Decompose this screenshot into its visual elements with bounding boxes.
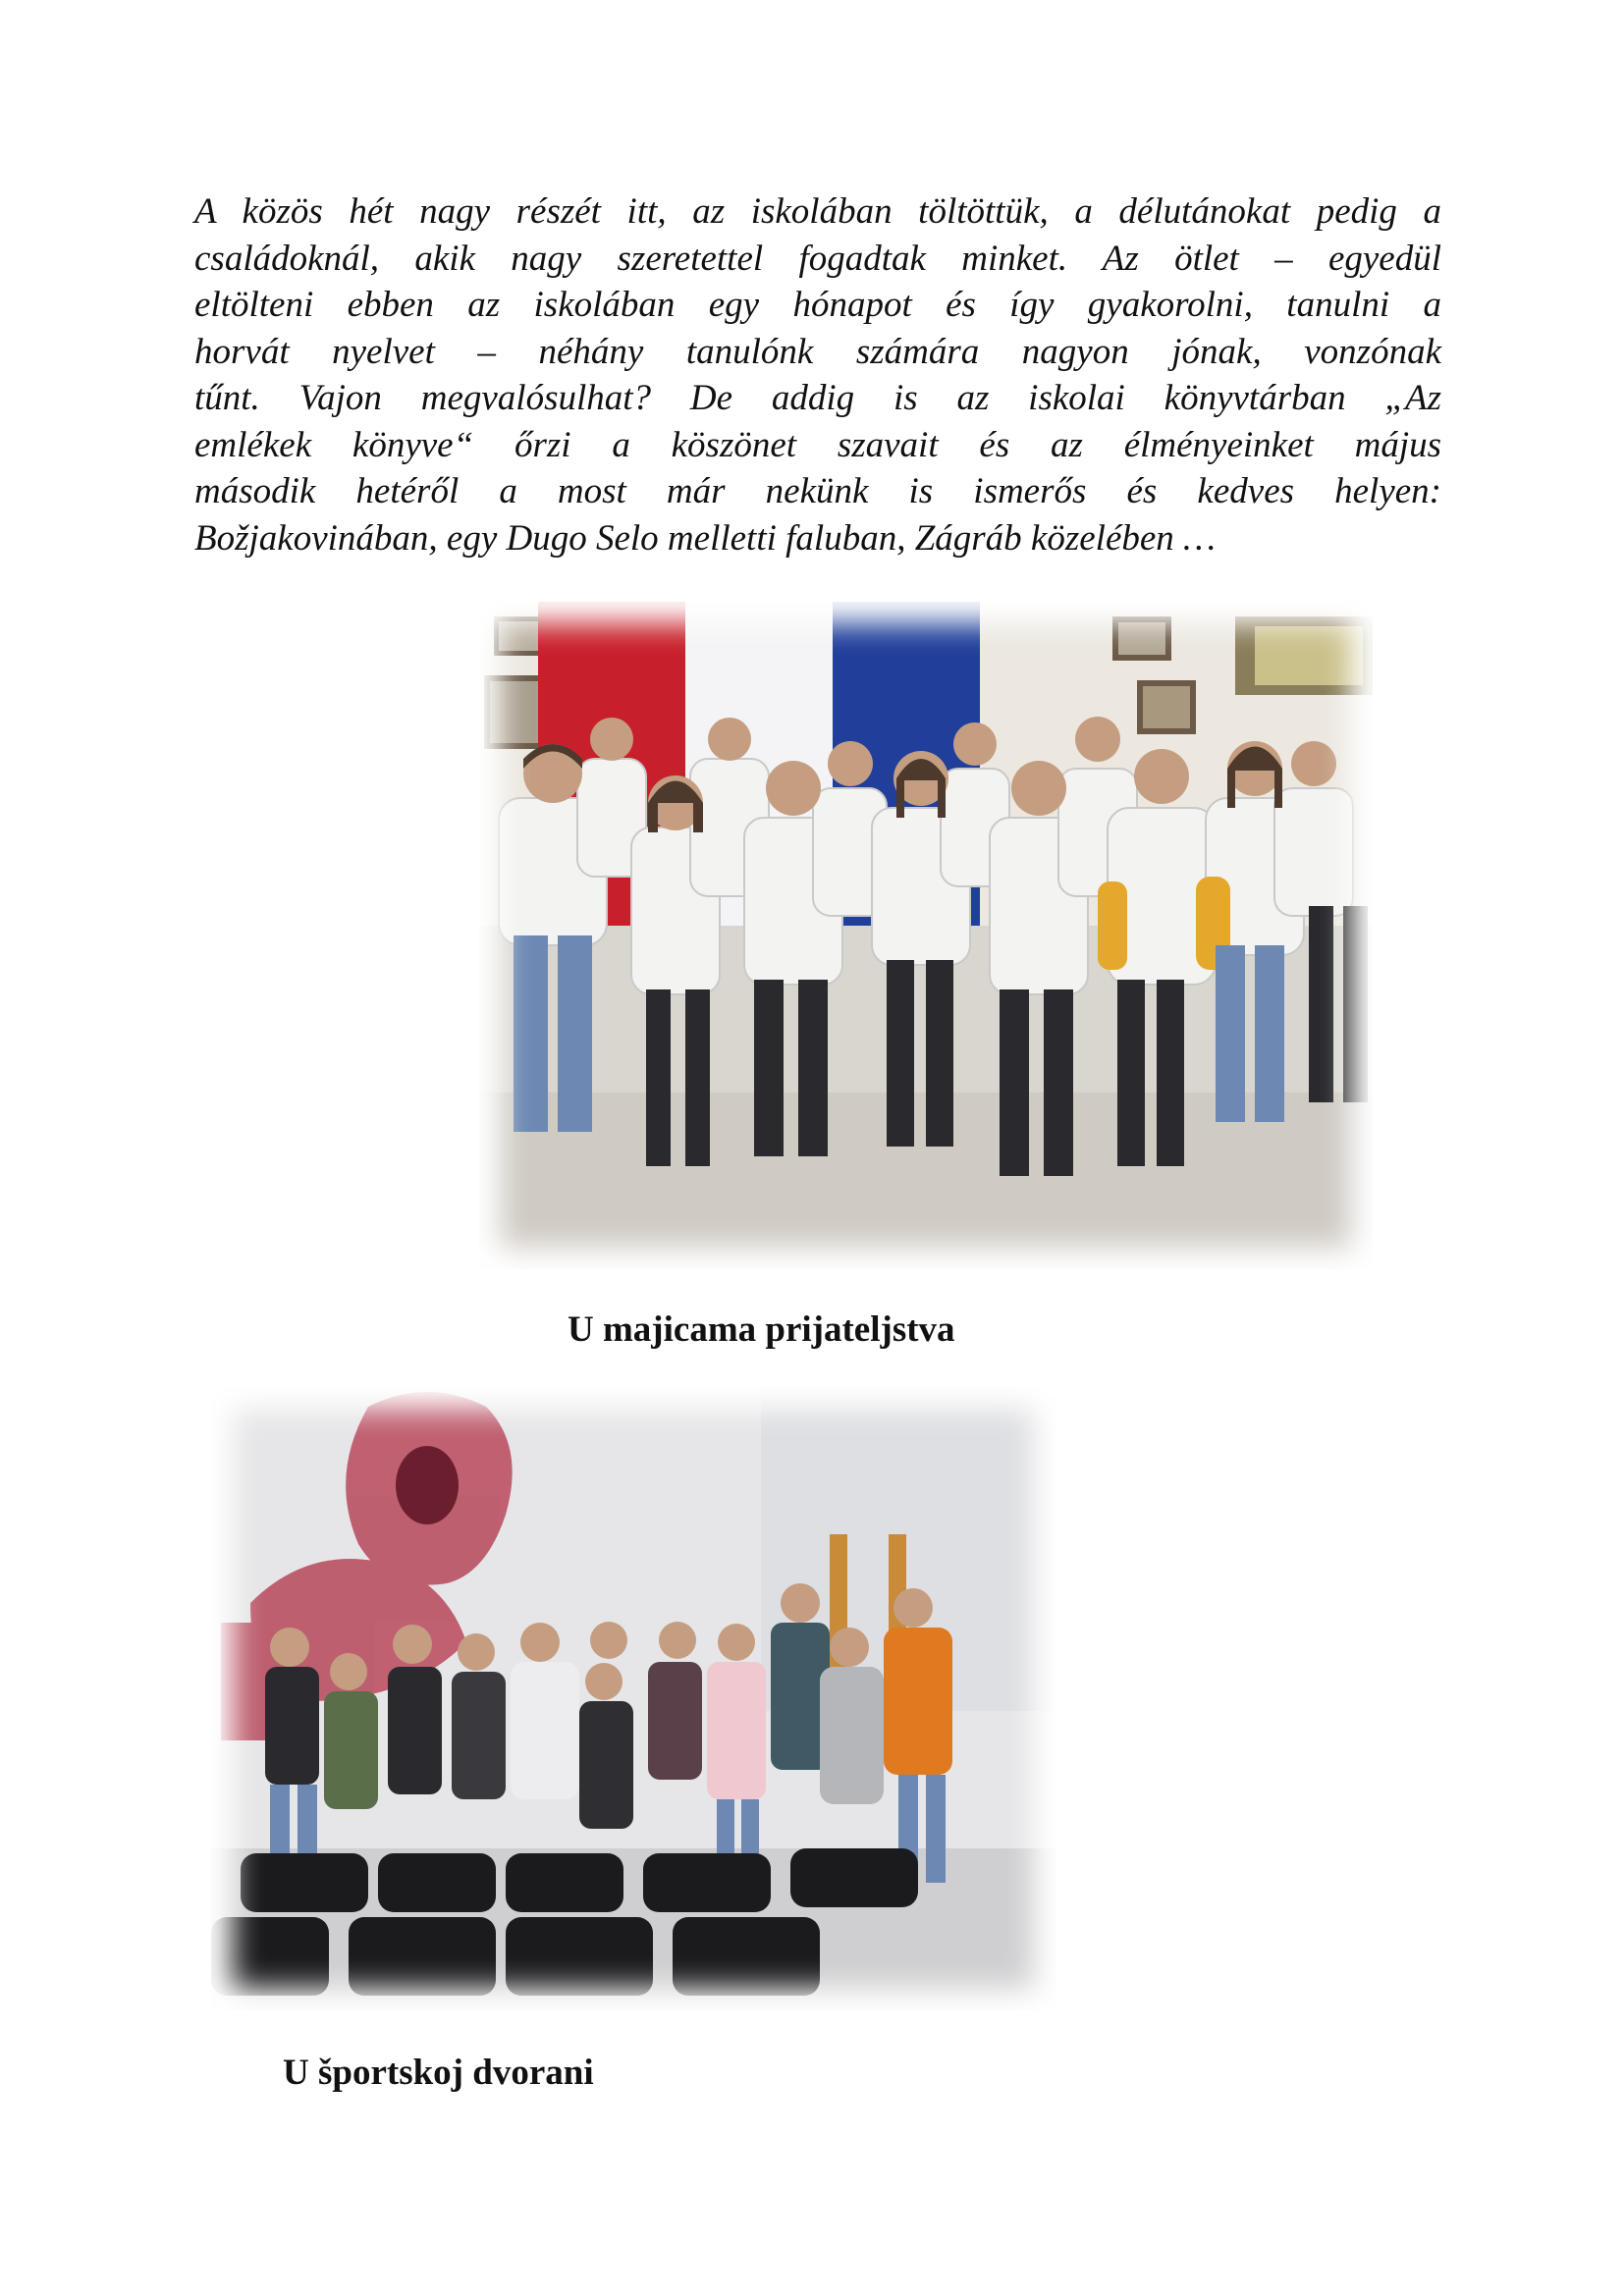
paragraph-line: második hetéről a most már nekünk is ismerős és kedves helyen: (194, 471, 1441, 511)
article-paragraph (194, 188, 1441, 561)
paragraph-line: emlékek könyve“ őrzi a köszönet szavait és az élményeinket május (194, 424, 1441, 465)
paragraph-line: horvát nyelvet – néhány tanulónk számára nagyon jónak, vonzónak (194, 331, 1441, 372)
paragraph-line: eltölteni ebben az iskolában egy hónapot és így gyakorolni, tanulni a (194, 285, 1441, 325)
paragraph-line: tűnt. Vajon megvalósulhat? De addig is az iskolai könyvtárban „Az (194, 378, 1441, 418)
group-photo-sports-hall (211, 1387, 1056, 2010)
figure-caption: U športskoj dvorani (283, 2053, 594, 2093)
paragraph-line: A közös hét nagy részét itt, az iskolában töltöttük, a délutánokat pedig a (194, 191, 1441, 232)
paragraph-line: Božjakovinában, egy Dugo Selo melletti faluban, Zágráb közelében … (194, 517, 1216, 559)
figure-caption: U majicama prijateljstva (568, 1309, 955, 1350)
paragraph-line: családoknál, akik nagy szeretettel fogadtak minket. Az ötlet – egyedül (194, 238, 1441, 279)
group-photo-tshirts (479, 602, 1373, 1269)
